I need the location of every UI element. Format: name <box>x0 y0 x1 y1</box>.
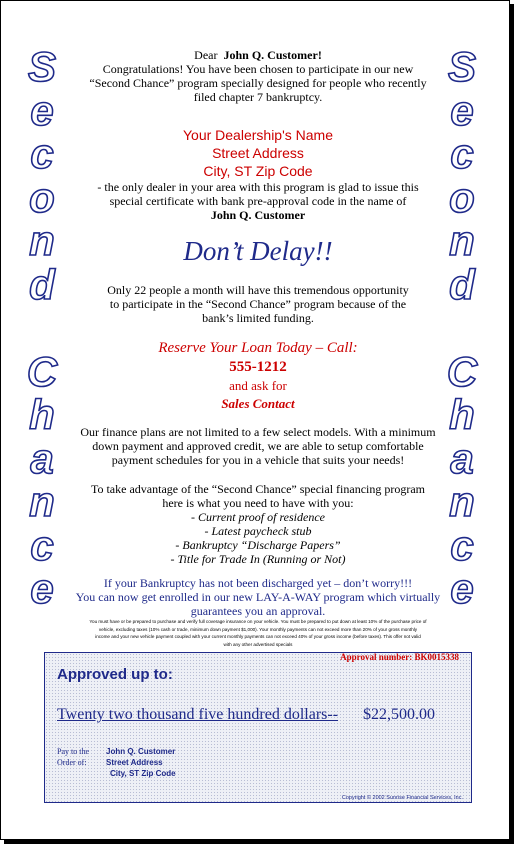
dealer-name: Your Dealership's Name <box>182 127 333 143</box>
reserve-phone: 555-1212 <box>229 359 287 375</box>
intro-line: Congratulations! You have been chosen to participate in our new <box>102 62 414 76</box>
dealer-text-line: - the only dealer in your area with this program is glad to issue this <box>97 180 419 194</box>
greeting-block <box>76 48 440 104</box>
side-letter: d <box>449 260 475 308</box>
side-letter: e <box>30 86 54 134</box>
payee-street: Street Address <box>106 758 163 767</box>
limit-line: Only 22 people a month will have this tremendous opportunity <box>107 283 409 297</box>
side-letter: c <box>30 130 54 177</box>
requirement-item: - Bankruptcy “Discharge Papers” <box>175 538 341 552</box>
payee-city: City, ST Zip Code <box>110 769 176 778</box>
pay-to-labels <box>57 746 89 768</box>
side-letter: c <box>450 521 474 569</box>
reserve-contact: Sales Contact <box>221 396 295 411</box>
finance-line: Our finance plans are not limited to a few select models. With a minimum <box>80 425 436 439</box>
side-letter: e <box>450 565 474 612</box>
dealer-street: Street Address <box>212 145 304 161</box>
side-letter: n <box>29 217 55 264</box>
order-of-label: Order of: <box>57 758 87 767</box>
fine-print-line: You must have or be prepared to purchase and verify full coverage insurance on your vehicle. You must be prepared to put down at least 10% of the purchase price of <box>89 619 427 624</box>
fine-print-line: income and your new vehicle payment coupled with your current monthly payments can not exceed 40% of your gross income (before taxes). This offer not valid <box>95 634 421 639</box>
finance-block <box>71 425 445 467</box>
headline: Don’t Delay!! <box>183 236 333 266</box>
amount-in-words: Twenty two thousand five hundred dollars-- <box>57 706 339 723</box>
finance-line: down payment and approved credit, we are able to setup comfortable <box>92 439 424 453</box>
dealer-text-line: special certificate with bank pre-approval code in the name of <box>109 194 407 208</box>
limit-line: bank’s limited funding. <box>202 311 314 325</box>
side-letter: c <box>450 130 474 177</box>
greeting-dear: Dear <box>194 48 218 62</box>
side-letter: n <box>449 478 475 525</box>
requirement-item: - Title for Trade In (Running or Not) <box>170 552 346 566</box>
layaway-line: If your Bankruptcy has not been discharged yet – don’t worry!!! <box>103 576 413 590</box>
greeting-line <box>76 48 440 62</box>
intro-line: filed chapter 7 bankruptcy. <box>193 90 323 104</box>
side-letter: e <box>30 565 54 612</box>
side-letter: a <box>30 434 54 482</box>
layaway-line: You can now get enrolled in our new LAY-A-WAY program which virtually <box>75 590 441 604</box>
copyright: Copyright © 2002 Sunrise Financial Services, Inc. <box>341 795 463 801</box>
greeting-name: John Q. Customer! <box>223 48 322 62</box>
fine-print-line: with any other advertised specials <box>223 641 293 647</box>
side-letter: e <box>450 86 474 134</box>
side-letter: o <box>29 173 55 221</box>
side-letter-gap <box>437 306 487 350</box>
side-letter: n <box>29 478 55 525</box>
side-letter: h <box>449 391 475 438</box>
dealer-city: City, ST Zip Code <box>203 163 313 179</box>
finance-line: payment schedules for you in a vehicle that suits your needs! <box>111 453 405 467</box>
dealer-block <box>76 126 440 222</box>
layaway-line: guarantees you an approval. <box>190 604 326 618</box>
approved-heading: Approved up to: <box>57 666 173 683</box>
side-letter: C <box>446 347 478 395</box>
customer-name: John Q. Customer <box>210 208 306 222</box>
pay-to-label: Pay to the <box>57 747 89 756</box>
side-letter: h <box>29 391 55 438</box>
reserve-ask: and ask for <box>229 378 287 393</box>
second-chance-vertical-right <box>437 45 487 611</box>
second-chance-vertical-left <box>17 45 67 611</box>
reserve-line: Reserve Your Loan Today – Call: <box>158 340 358 356</box>
approval-certificate <box>44 652 472 803</box>
side-letter: S <box>27 43 56 90</box>
requirement-item: - Current proof of residence <box>191 510 325 524</box>
approval-number: Approval number: BK0015338 <box>340 652 459 662</box>
requirements-intro-line: To take advantage of the “Second Chance” special financing program <box>90 482 426 496</box>
requirement-item: - Latest paycheck stub <box>204 524 312 538</box>
side-letter: n <box>449 217 475 264</box>
payee-block <box>106 746 176 779</box>
side-letter: C <box>26 347 58 395</box>
limit-line: to participate in the “Second Chance” program because of the <box>109 297 407 311</box>
side-letter-gap <box>17 306 67 350</box>
fine-print-line: vehicle, excluding taxes (10% cash or trade, minimum down payment $1,000). Your monthly payments can not exceed more than 20% of your gross monthly <box>98 626 418 632</box>
requirements-intro-line: here is what you need to have with you: <box>162 496 354 510</box>
intro-line: “Second Chance” program specially designed for people who recently <box>89 76 427 90</box>
layaway-block <box>71 576 445 618</box>
side-letter: a <box>450 434 474 482</box>
requirements-block <box>76 482 440 566</box>
side-letter: o <box>449 173 475 221</box>
side-letter: c <box>30 521 54 569</box>
reserve-block <box>76 339 440 413</box>
amount-number: $22,500.00 <box>363 706 435 723</box>
limit-block <box>76 283 440 325</box>
side-letter: S <box>447 43 476 90</box>
side-letter: d <box>29 260 55 308</box>
fine-print <box>29 618 487 648</box>
payee-name: John Q. Customer <box>106 747 176 756</box>
